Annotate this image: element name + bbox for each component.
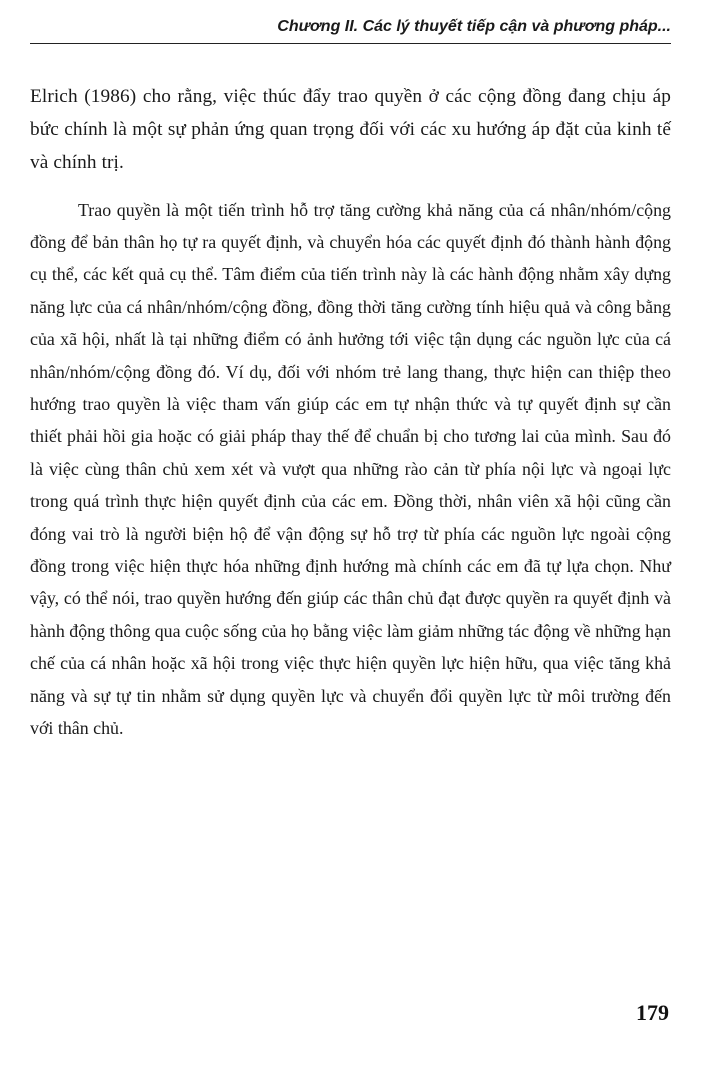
running-header: Chương II. Các lý thuyết tiếp cận và phương pháp... — [30, 18, 671, 44]
paragraph-2: Trao quyền là một tiến trình hỗ trợ tăng cường khả năng của cá nhân/nhóm/cộng đồng để bản thân họ tự ra quyết định, và chuyển hóa các quyết định đó thành hành động cụ thể, các kết quả cụ thể. Tâm điểm của tiến trình này là các hành động nhằm xây dựng năng lực của cá nhân/nhóm/cộng đồng, đồng thời tăng cường tính hiệu quả và công bằng của xã hội, nhất là tại những điểm có ảnh hưởng tới việc tận dụng các nguồn lực của cá nhân/nhóm/cộng đồng đó. Ví dụ, đối với nhóm trẻ lang thang, thực hiện can thiệp theo hướng trao quyền là việc tham vấn giúp các em tự nhận thức và tự quyết định sự cần thiết phải hồi gia hoặc có giải pháp thay thế để chuẩn bị cho tương lai của mình. Sau đó là việc cùng thân chủ xem xét và vượt qua những rào cản từ phía nội lực và ngoại lực trong quá trình thực hiện quyết định của các em. Đồng thời, nhân viên xã hội cũng cần đóng vai trò là người biện hộ để vận động sự hỗ trợ từ phía các nguồn lực ngoài cộng đồng trong việc hiện thực hóa những định hướng mà chính các em đã tự lựa chọn. Như vậy, có thể nói, trao quyền hướng đến giúp các thân chủ đạt được quyền ra quyết định và hành động thông qua cuộc sống của họ bằng việc làm giảm những tác động về những hạn chế của cá nhân hoặc xã hội trong việc thực hiện quyền lực hiện hữu, qua việc tăng khả năng và sự tự tin nhằm sử dụng quyền lực và chuyển đổi quyền lực từ môi trường đến với thân chủ. — [30, 199, 671, 739]
page-number: 179 — [636, 1000, 669, 1025]
paragraph-1: Elrich (1986) cho rằng, việc thúc đẩy trao quyền ở các cộng đồng đang chịu áp bức chính là một sự phản ứng quan trọng đối với các xu hướng áp đặt của kinh tế và chính trị. — [30, 86, 671, 174]
body-text — [30, 80, 671, 745]
